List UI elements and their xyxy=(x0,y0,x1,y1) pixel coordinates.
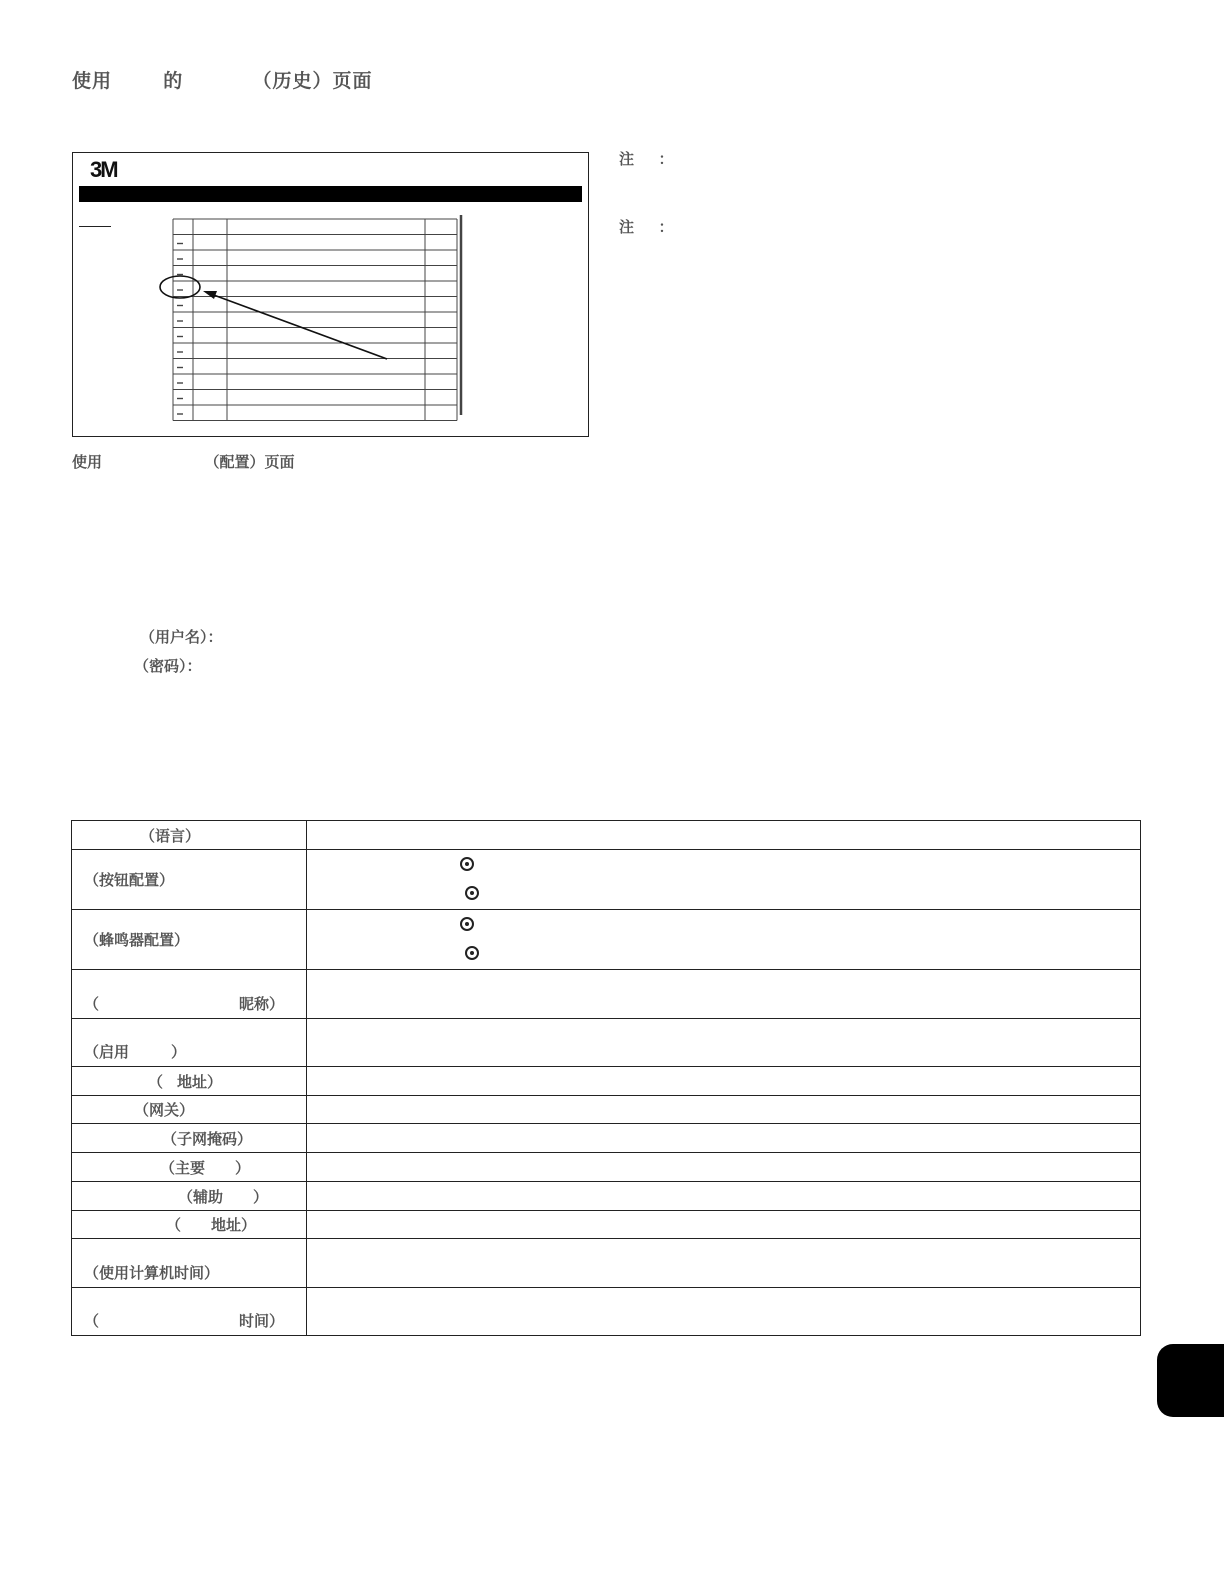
row-label: （语言） xyxy=(72,821,307,850)
password-label: （密码）： xyxy=(134,657,202,675)
row-label: （使用计算机时间） xyxy=(72,1239,307,1288)
note-1-colon: ： xyxy=(658,150,674,168)
table-row xyxy=(72,1211,1141,1239)
row-value xyxy=(307,1019,1141,1067)
table-row xyxy=(72,1239,1141,1288)
row-value xyxy=(307,1096,1141,1124)
radio-button-icon[interactable] xyxy=(465,946,479,960)
row-value xyxy=(307,1182,1141,1211)
note-2-label: 注 xyxy=(619,218,635,236)
table-row xyxy=(72,1096,1141,1124)
caption-part-1: 使用 xyxy=(72,453,103,471)
row-value xyxy=(307,1239,1141,1288)
history-grid xyxy=(73,153,590,438)
history-page-screenshot xyxy=(72,152,589,437)
heading-part-1: 使用 xyxy=(72,70,113,92)
row-value xyxy=(307,821,1141,850)
username-label: （用户名）： xyxy=(140,628,223,646)
table-row xyxy=(72,970,1141,1019)
row-label: （ 地址） xyxy=(72,1067,307,1096)
row-label: （ 辅助 ） xyxy=(72,1182,307,1211)
table-row xyxy=(72,1124,1141,1153)
row-value xyxy=(307,850,1141,910)
table-row xyxy=(72,910,1141,970)
pointer-arrowhead xyxy=(203,291,217,299)
pointer-arrow xyxy=(211,294,387,359)
page-edge-tab xyxy=(1157,1344,1224,1417)
row-label: （蜂鸣器配置） xyxy=(72,910,307,970)
row-label: （ 昵称） xyxy=(72,970,307,1019)
note-2 xyxy=(619,216,674,237)
row-value xyxy=(307,1153,1141,1182)
row-value xyxy=(307,1211,1141,1239)
radio-button-icon[interactable] xyxy=(465,886,479,900)
row-value xyxy=(307,1067,1141,1096)
highlight-circle xyxy=(160,276,200,298)
row-value xyxy=(307,1124,1141,1153)
row-label: （子网掩码） xyxy=(72,1124,307,1153)
note-1 xyxy=(619,148,674,169)
table-row xyxy=(72,1153,1141,1182)
row-label: （ 地址） xyxy=(72,1211,307,1239)
table-row xyxy=(72,1182,1141,1211)
page-heading xyxy=(72,66,373,93)
row-value xyxy=(307,1288,1141,1336)
row-label: （ 时间） xyxy=(72,1288,307,1336)
heading-part-3: （历史）页面 xyxy=(252,70,373,92)
radio-button-icon[interactable] xyxy=(460,857,474,871)
radio-button-icon[interactable] xyxy=(460,917,474,931)
table-row xyxy=(72,821,1141,850)
figure-caption xyxy=(72,451,295,472)
heading-part-2: 的 xyxy=(163,70,184,92)
note-2-colon: ： xyxy=(658,218,674,236)
row-value xyxy=(307,910,1141,970)
table-row xyxy=(72,1288,1141,1336)
row-label: （按钮配置） xyxy=(72,850,307,910)
table-row xyxy=(72,1067,1141,1096)
caption-part-2: （配置）页面 xyxy=(204,453,295,471)
row-label: （ 启用 ） xyxy=(72,1019,307,1067)
config-table xyxy=(71,820,1141,1336)
row-value xyxy=(307,970,1141,1019)
3m-logo: 3M xyxy=(90,157,117,182)
table-row xyxy=(72,850,1141,910)
note-1-label: 注 xyxy=(619,150,635,168)
row-label: （网关） xyxy=(72,1096,307,1124)
row-label: （ 主要 ） xyxy=(72,1153,307,1182)
table-row xyxy=(72,1019,1141,1067)
